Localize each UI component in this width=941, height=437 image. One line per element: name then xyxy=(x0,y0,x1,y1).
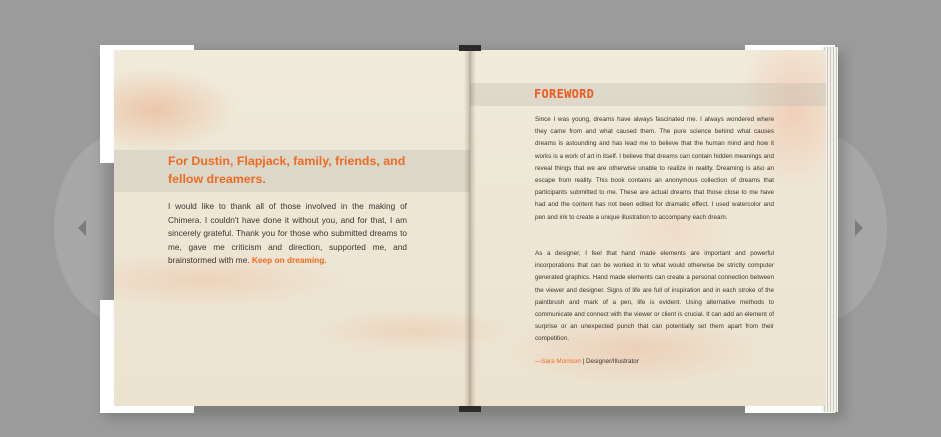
spine-cap-bottom xyxy=(459,406,481,412)
signature xyxy=(535,358,639,365)
prev-page-button[interactable] xyxy=(71,213,93,243)
spine-cap-top xyxy=(459,45,481,51)
signature-role: | Designer/Illustrator xyxy=(580,358,639,365)
triangle-left-icon xyxy=(76,219,88,237)
foreword-paragraph: As a designer, I feel that hand made elements are important and powerful incorporations that can be worked in to what would otherwise be strictly computer generated graphics. Hand made elements can create a personal connection between the viewer and designer. Signs of life are full of inspiration and in each stroke of the paintbrush and mark of a pen, life is evident. Using alternative methods to communicate and connect with the viewer or client is crucial. It can add an element of surprise or an unexpected punch that can potentially set them apart from their competition. xyxy=(535,250,774,343)
dedication-body xyxy=(168,200,407,268)
book-gutter xyxy=(464,50,476,406)
signature-name: Sara Morrison xyxy=(541,358,581,365)
dedication-text: I would like to thank all of those involved in the making of Chimera. I couldn't have done it without you, and for that, I am sincerely grateful. Thank you for those who submitted dreams to me, gave me criticism and direction, supported me, and brainstormed with me. xyxy=(168,201,407,265)
foreword-heading: FOREWORD xyxy=(534,87,595,101)
next-page-button[interactable] xyxy=(848,213,870,243)
dedication-title: For Dustin, Flapjack, family, friends, and fellow dreamers. xyxy=(168,154,406,186)
triangle-right-icon xyxy=(853,219,865,237)
cover-corner xyxy=(100,300,114,412)
keep-dreaming-link[interactable]: Keep on dreaming. xyxy=(251,255,327,265)
foreword-paragraph: Since I was young, dreams have always fascinated me. I always wondered where they came from and what caused them. The pure science behind what causes dreams is astounding and has lead me to believe that the human mind and how it works is a work of art in itself. I believe that dreams can contain hidden meanings and reveal things that we are otherwise unable to realize in reality. Dreaming is also an escape from reality. This book contains an anonymous collection of dreams that participants submitted to me. These are actual dreams that those close to me have had and the content has not been edited for dramatic effect. I used watercolor and pen and ink to create a unique illustration to accompany each dream. xyxy=(535,116,774,221)
heading-band xyxy=(470,83,826,106)
signature-dash: — xyxy=(535,358,542,365)
cover-corner xyxy=(100,45,114,163)
book-spread xyxy=(114,50,826,406)
